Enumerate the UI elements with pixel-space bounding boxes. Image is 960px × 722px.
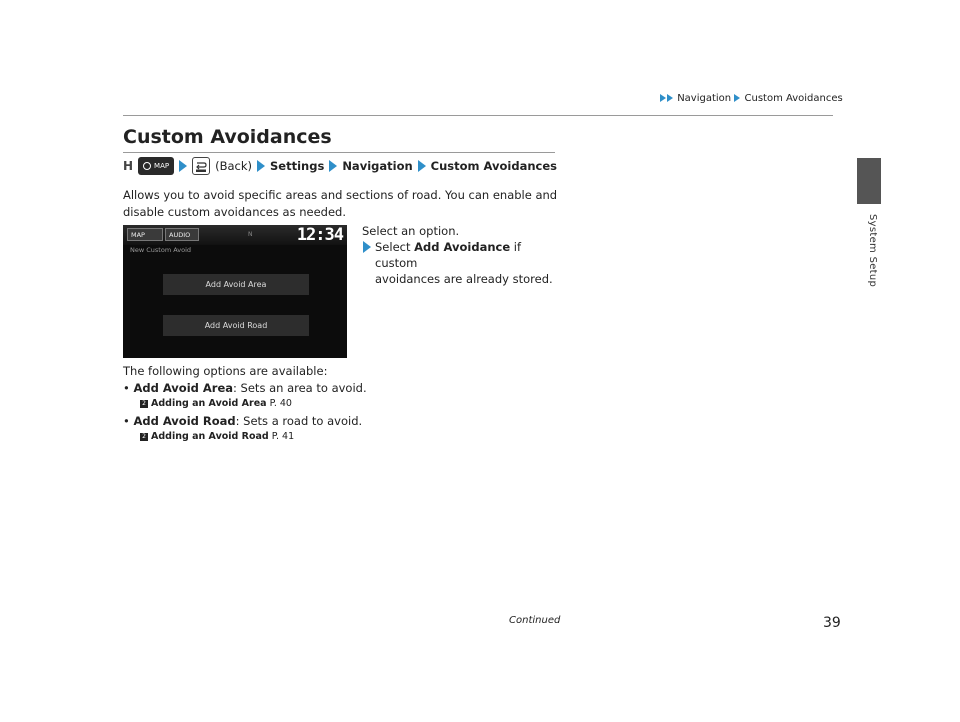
path-step-custom-avoidances: Custom Avoidances <box>430 159 557 173</box>
instruction-select-prefix: Select <box>375 240 415 254</box>
breadcrumb-arrow-icon <box>660 94 666 102</box>
reference-page[interactable]: P. 40 <box>269 398 292 409</box>
map-button-icon <box>138 157 174 175</box>
screen-item-add-avoid-area: Add Avoid Area <box>163 274 309 295</box>
page-title: Custom Avoidances <box>123 126 332 148</box>
substep-arrow-icon <box>363 241 371 253</box>
path-step-navigation: Navigation <box>342 159 413 173</box>
instruction <box>362 223 562 287</box>
list-item <box>123 380 383 396</box>
screen-map-button: MAP <box>127 228 163 241</box>
option-name: Add Avoid Area <box>133 381 234 395</box>
map-button-label: MAP <box>154 162 170 170</box>
instruction-select-target: Add Avoidance <box>414 240 511 254</box>
navigation-path <box>123 157 557 175</box>
bullet-icon: • <box>123 381 130 395</box>
path-step-settings: Settings <box>270 159 325 173</box>
page-number: 39 <box>823 615 841 631</box>
breadcrumb-arrow-icon <box>734 94 740 102</box>
reference-page[interactable]: P. 41 <box>271 431 295 442</box>
cross-reference[interactable] <box>140 396 383 412</box>
section-label: System Setup <box>867 214 878 288</box>
compass-icon: N <box>248 231 253 238</box>
option-desc: : Sets a road to avoid. <box>235 414 363 428</box>
bullet-icon: • <box>123 414 130 428</box>
path-arrow-icon <box>179 160 187 172</box>
instruction-line: Select an option. <box>362 224 460 238</box>
instruction-line-3: avoidances are already stored. <box>375 272 553 286</box>
breadcrumb-item-navigation[interactable]: Navigation <box>677 93 732 104</box>
back-label: (Back) <box>215 159 253 173</box>
breadcrumb-item-custom-avoidances[interactable]: Custom Avoidances <box>744 93 843 104</box>
reference-label[interactable]: Adding an Avoid Area <box>151 398 267 409</box>
breadcrumb-arrow-icon <box>667 94 673 102</box>
intro-text: Allows you to avoid specific areas and sections of road. You can enable and disable custom avoidances as needed. <box>123 188 558 219</box>
breadcrumb <box>660 93 843 104</box>
screen-clock: 12:34 <box>296 225 343 245</box>
section-tab-marker <box>857 158 881 204</box>
title-divider <box>123 152 555 153</box>
option-desc: : Sets an area to avoid. <box>233 381 367 395</box>
instruction-select-suffix: if custom <box>375 240 522 270</box>
navigation-screen-image <box>123 225 347 358</box>
screen-item-add-avoid-road: Add Avoid Road <box>163 315 309 336</box>
continued-label: Continued <box>509 615 561 626</box>
header-divider <box>123 115 833 116</box>
list-item <box>123 413 383 429</box>
path-arrow-icon <box>257 160 265 172</box>
home-icon: H <box>123 159 134 173</box>
reference-label[interactable]: Adding an Avoid Road <box>151 431 269 442</box>
screen-header: New Custom Avoid <box>130 246 192 254</box>
screen-audio-button: AUDIO <box>165 228 199 241</box>
options-heading: The following options are available: <box>123 364 328 378</box>
reference-arrow-icon: 2 <box>140 400 148 408</box>
path-arrow-icon <box>418 160 426 172</box>
option-name: Add Avoid Road <box>133 414 236 428</box>
cross-reference[interactable] <box>140 429 383 445</box>
reference-arrow-icon: 2 <box>140 433 148 441</box>
back-icon <box>192 157 210 175</box>
path-arrow-icon <box>329 160 337 172</box>
options-list <box>123 363 383 445</box>
